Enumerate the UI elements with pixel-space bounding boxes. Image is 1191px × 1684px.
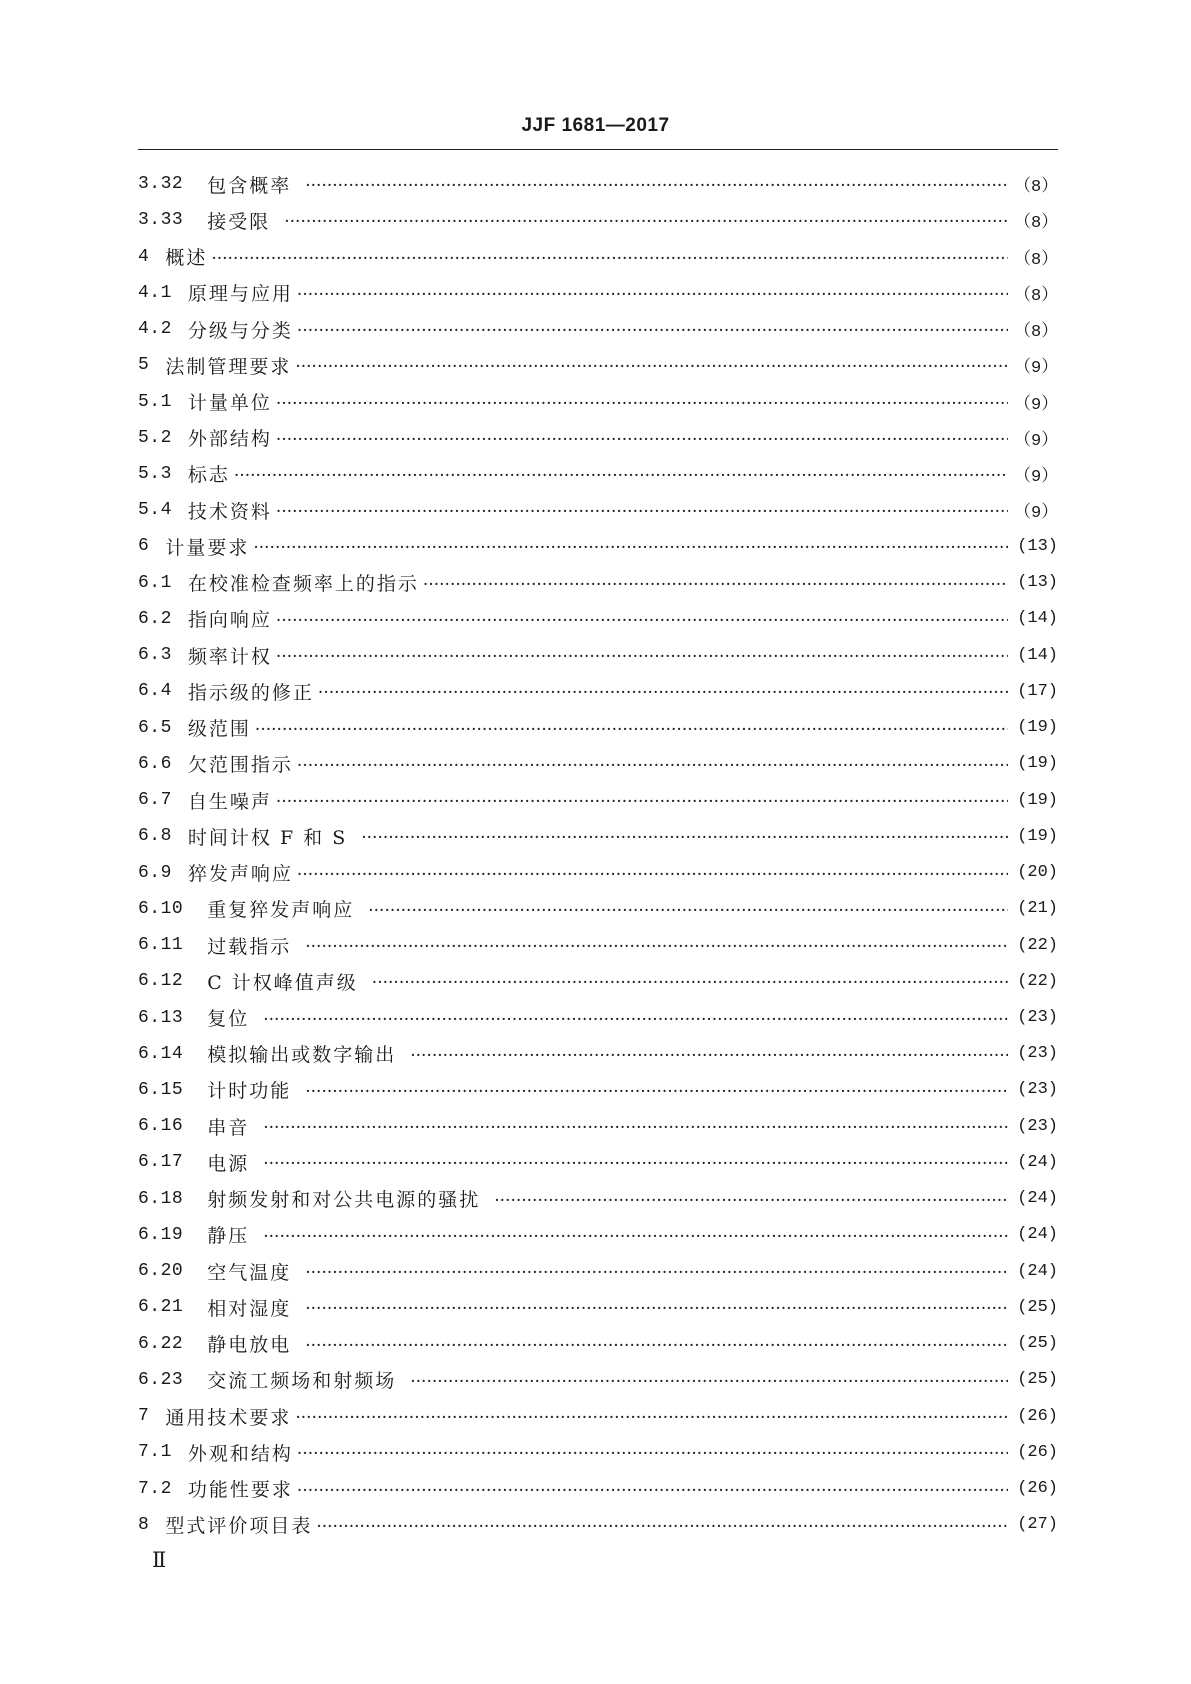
toc-page-number: (19) [1017, 790, 1058, 810]
toc-dot-leader [276, 394, 1008, 414]
toc-row[interactable] [138, 1217, 1058, 1253]
toc-row[interactable] [138, 891, 1058, 927]
toc-page-number: (24) [1017, 1189, 1058, 1209]
toc-row[interactable] [138, 1108, 1058, 1144]
toc-section-title: 重复猝发声响应 [207, 899, 355, 922]
toc-row[interactable] [138, 854, 1058, 890]
toc-section-title: 外观和结构 [187, 1442, 293, 1465]
toc-section-title: 原理与应用 [187, 283, 293, 306]
toc-dot-leader [423, 575, 1008, 595]
toc-dot-leader [211, 249, 1008, 269]
toc-section-number: 6.19 [138, 1224, 184, 1245]
toc-page-number: (23) [1017, 1044, 1058, 1064]
toc-section-number: 6.7 [138, 790, 172, 811]
toc-dot-leader [305, 1082, 1008, 1102]
toc-dot-leader [305, 176, 1008, 196]
toc-row[interactable] [138, 1144, 1058, 1180]
toc-dot-leader [316, 1517, 1008, 1537]
toc-section-title: 标志 [187, 464, 230, 487]
toc-section-number: 4.2 [138, 319, 172, 340]
toc-dot-leader [372, 973, 1008, 993]
toc-page-number: (24) [1017, 1152, 1058, 1172]
toc-row[interactable] [138, 782, 1058, 818]
toc-section-number: 6.1 [138, 572, 172, 593]
toc-page-number: （9） [1014, 359, 1059, 379]
toc-dot-leader [305, 1263, 1008, 1283]
toc-page-number: （8） [1014, 323, 1059, 343]
toc-row[interactable] [138, 710, 1058, 746]
toc-section-title: 射频发射和对公共电源的骚扰 [207, 1189, 481, 1212]
toc-section-number: 5.3 [138, 463, 172, 484]
toc-dot-leader [297, 1481, 1008, 1501]
toc-section-title: 概述 [165, 247, 208, 270]
toc-page-number: (26) [1017, 1442, 1058, 1462]
toc-section-title: 时间计权 F 和 S [187, 826, 348, 849]
toc-dot-leader [263, 1010, 1008, 1030]
toc-dot-leader [297, 285, 1008, 305]
toc-dot-leader [276, 430, 1008, 450]
toc-dot-leader [410, 1372, 1008, 1392]
toc-dot-leader [305, 937, 1008, 957]
toc-dot-leader [494, 1191, 1008, 1211]
toc-section-title: 静压 [207, 1225, 250, 1248]
toc-section-number: 5.1 [138, 391, 172, 412]
toc-row[interactable] [138, 1507, 1058, 1543]
toc-section-number: 6.17 [138, 1152, 184, 1173]
toc-dot-leader [284, 212, 1008, 232]
toc-dot-leader [297, 321, 1008, 341]
toc-row[interactable] [138, 1326, 1058, 1362]
toc-section-title: 接受限 [207, 210, 271, 233]
toc-section-number: 7 [138, 1406, 150, 1427]
toc-page-number: （9） [1014, 467, 1059, 487]
toc-section-number: 6.15 [138, 1079, 184, 1100]
toc-section-number: 6.21 [138, 1297, 184, 1318]
toc-dot-leader [410, 1046, 1008, 1066]
toc-section-number: 5.4 [138, 500, 172, 521]
toc-section-title: 欠范围指示 [187, 754, 293, 777]
toc-section-number: 4.1 [138, 282, 172, 303]
toc-page-number: (20) [1017, 863, 1058, 883]
toc-section-number: 6.18 [138, 1188, 184, 1209]
toc-dot-leader [318, 683, 1008, 703]
toc-dot-leader [263, 1227, 1008, 1247]
toc-row[interactable] [138, 347, 1058, 383]
toc-row[interactable] [138, 637, 1058, 673]
toc-row[interactable] [138, 311, 1058, 347]
toc-section-title: 自生噪声 [187, 790, 272, 813]
toc-page-number: （9） [1014, 395, 1059, 415]
toc-row[interactable] [138, 420, 1058, 456]
toc-section-title: 型式评价项目表 [165, 1515, 313, 1538]
toc-dot-leader [368, 901, 1008, 921]
toc-row[interactable] [138, 492, 1058, 528]
toc-dot-leader [295, 1408, 1008, 1428]
toc-page-number: (19) [1017, 718, 1058, 738]
toc-page-number: （8） [1014, 250, 1059, 270]
header-divider [138, 149, 1058, 150]
toc-row[interactable] [138, 166, 1058, 202]
toc-section-title: 串音 [207, 1116, 250, 1139]
toc-page-number: （9） [1014, 431, 1059, 451]
page-number-footer: Ⅱ [152, 1548, 167, 1572]
toc-section-title: 相对湿度 [207, 1297, 292, 1320]
toc-page-number: (14) [1017, 609, 1058, 629]
toc-section-number: 3.32 [138, 174, 184, 195]
toc-section-title: 计量要求 [165, 536, 250, 559]
toc-row[interactable] [138, 601, 1058, 637]
toc-page-number: （9） [1014, 504, 1059, 524]
toc-row[interactable] [138, 1398, 1058, 1434]
toc-row[interactable] [138, 275, 1058, 311]
toc-row[interactable] [138, 528, 1058, 564]
toc-section-number: 5 [138, 355, 150, 376]
toc-section-number: 6.4 [138, 681, 172, 702]
toc-page-number: (22) [1017, 971, 1058, 991]
toc-page-number: (19) [1017, 754, 1058, 774]
toc-section-title: 频率计权 [187, 645, 272, 668]
toc-row[interactable] [138, 673, 1058, 709]
toc-section-number: 7.1 [138, 1442, 172, 1463]
toc-page-number: (13) [1017, 536, 1058, 556]
toc-dot-leader [295, 357, 1008, 377]
toc-section-number: 6.9 [138, 862, 172, 883]
toc-dot-leader [297, 756, 1008, 776]
toc-dot-leader [263, 1118, 1008, 1138]
toc-section-number: 6.8 [138, 826, 172, 847]
toc-row[interactable] [138, 1289, 1058, 1325]
toc-dot-leader [263, 1154, 1008, 1174]
toc-section-number: 6.5 [138, 717, 172, 738]
toc-section-number: 4 [138, 246, 150, 267]
toc-row[interactable] [138, 238, 1058, 274]
toc-section-title: 静电放电 [207, 1334, 292, 1357]
toc-section-title: 法制管理要求 [165, 355, 292, 378]
toc-section-number: 6.10 [138, 898, 184, 919]
toc-section-number: 6.20 [138, 1261, 184, 1282]
toc-section-number: 6.13 [138, 1007, 184, 1028]
toc-dot-leader [297, 1444, 1008, 1464]
toc-dot-leader [297, 865, 1008, 885]
toc-section-title: 功能性要求 [187, 1479, 293, 1502]
toc-page-number: (24) [1017, 1225, 1058, 1245]
toc-dot-leader [253, 538, 1008, 558]
toc-section-title: 计时功能 [207, 1080, 292, 1103]
toc-row[interactable] [138, 202, 1058, 238]
toc-section-title: 级范围 [187, 718, 251, 741]
toc-row[interactable] [138, 999, 1058, 1035]
toc-row[interactable] [138, 456, 1058, 492]
toc-row[interactable] [138, 1253, 1058, 1289]
toc-page-number: (25) [1017, 1370, 1058, 1390]
toc-section-title: 指向响应 [187, 609, 272, 632]
table-of-contents [138, 166, 1058, 1543]
toc-page-number: (21) [1017, 899, 1058, 919]
toc-section-title: 猝发声响应 [187, 863, 293, 886]
toc-dot-leader [276, 647, 1008, 667]
toc-section-number: 7.2 [138, 1478, 172, 1499]
toc-section-number: 6.12 [138, 971, 184, 992]
toc-row[interactable] [138, 383, 1058, 419]
toc-section-number: 5.2 [138, 427, 172, 448]
toc-section-title: 分级与分类 [187, 319, 293, 342]
toc-section-title: C 计权峰值声级 [207, 971, 358, 994]
toc-row[interactable] [138, 927, 1058, 963]
toc-page-number: (24) [1017, 1261, 1058, 1281]
toc-section-title: 指示级的修正 [187, 681, 314, 704]
toc-section-number: 6.16 [138, 1116, 184, 1137]
toc-section-title: 包含概率 [207, 174, 292, 197]
toc-section-number: 6.6 [138, 753, 172, 774]
toc-section-number: 6.11 [138, 935, 184, 956]
toc-dot-leader [305, 1336, 1008, 1356]
toc-page-number: (23) [1017, 1116, 1058, 1136]
toc-page-number: （8） [1014, 286, 1059, 306]
toc-page-number: (19) [1017, 826, 1058, 846]
toc-dot-leader [361, 828, 1008, 848]
toc-page-number: (14) [1017, 645, 1058, 665]
toc-section-title: 复位 [207, 1008, 250, 1030]
toc-section-title: 模拟输出或数字输出 [207, 1044, 397, 1067]
toc-section-number: 6.3 [138, 645, 172, 666]
toc-row[interactable] [138, 746, 1058, 782]
toc-row[interactable] [138, 963, 1058, 999]
toc-row[interactable] [138, 1470, 1058, 1506]
toc-page-number: (17) [1017, 681, 1058, 701]
toc-section-number: 6.23 [138, 1369, 184, 1390]
toc-section-title: 电源 [207, 1152, 250, 1175]
toc-page-number: (25) [1017, 1297, 1058, 1317]
toc-page-number: （8） [1014, 178, 1059, 198]
toc-section-title: 通用技术要求 [165, 1406, 292, 1429]
toc-dot-leader [276, 792, 1008, 812]
toc-page-number: (27) [1017, 1515, 1058, 1535]
toc-section-number: 6.22 [138, 1333, 184, 1354]
toc-section-title: 计量单位 [187, 392, 272, 415]
toc-dot-leader [276, 502, 1008, 522]
toc-section-number: 8 [138, 1514, 150, 1535]
toc-dot-leader [255, 720, 1008, 740]
toc-row[interactable] [138, 1036, 1058, 1072]
toc-page-number: (23) [1017, 1008, 1058, 1027]
toc-section-title: 外部结构 [187, 428, 272, 451]
toc-dot-leader [305, 1299, 1008, 1319]
toc-section-number: 6 [138, 536, 150, 557]
document-code-header: JJF 1681—2017 [521, 115, 670, 136]
toc-section-number: 6.14 [138, 1043, 184, 1064]
toc-section-title: 空气温度 [207, 1261, 292, 1284]
toc-page-number: (26) [1017, 1406, 1058, 1426]
toc-section-title: 技术资料 [187, 500, 272, 523]
toc-row[interactable] [138, 1434, 1058, 1470]
toc-section-number: 3.33 [138, 210, 184, 231]
toc-row[interactable] [138, 1362, 1058, 1398]
toc-page-number: （8） [1014, 214, 1059, 234]
toc-section-title: 过载指示 [207, 935, 292, 958]
toc-page-number: (13) [1017, 573, 1058, 593]
toc-section-title: 在校准检查频率上的指示 [187, 573, 419, 596]
toc-page-number: (25) [1017, 1334, 1058, 1354]
toc-dot-leader [276, 611, 1008, 631]
toc-section-number: 6.2 [138, 608, 172, 629]
toc-page-number: (22) [1017, 935, 1058, 955]
toc-page-number: (26) [1017, 1479, 1058, 1499]
toc-row[interactable] [138, 565, 1058, 601]
toc-dot-leader [234, 466, 1008, 486]
toc-page-number: (23) [1017, 1080, 1058, 1100]
toc-row[interactable] [138, 818, 1058, 854]
toc-row[interactable] [138, 1181, 1058, 1217]
toc-section-title: 交流工频场和射频场 [207, 1370, 397, 1393]
toc-row[interactable] [138, 1072, 1058, 1108]
